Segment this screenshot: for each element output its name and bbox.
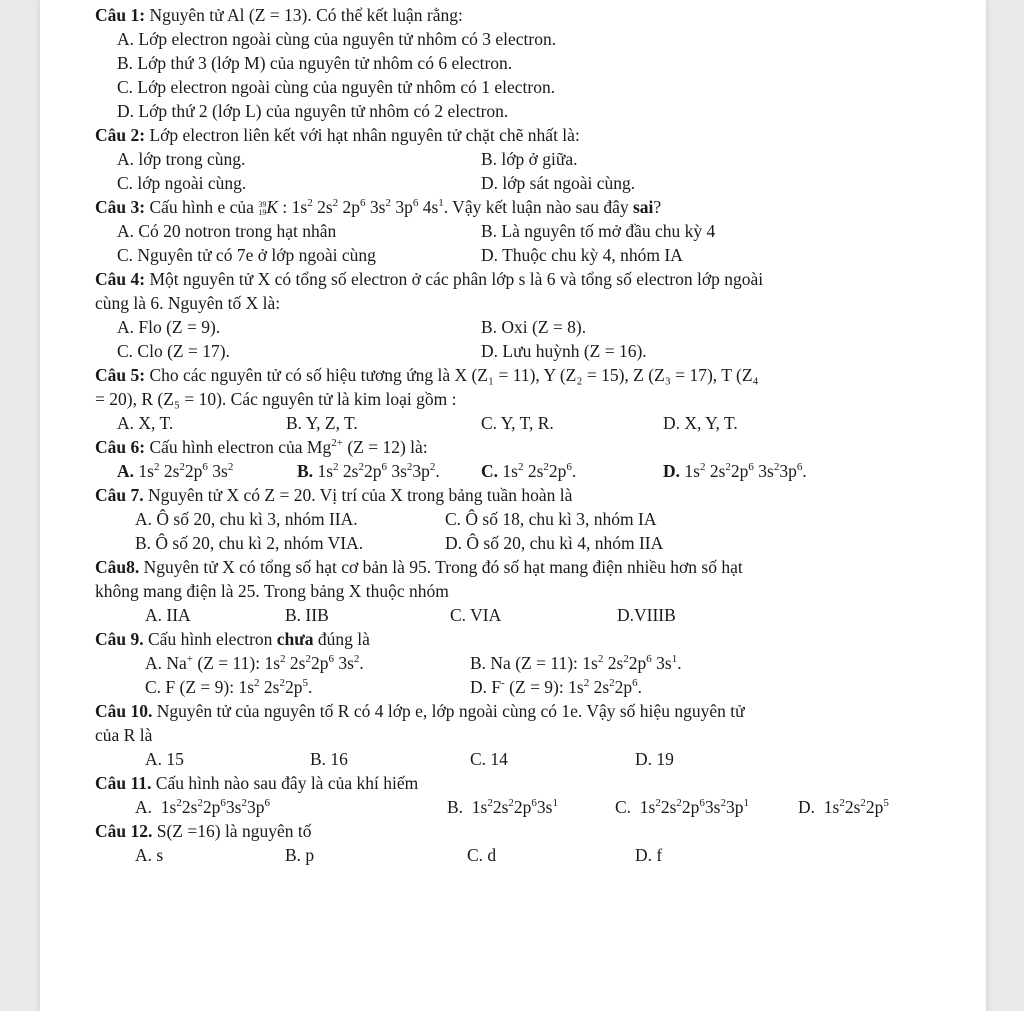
option-c: C. Nguyên tử có 7e ở lớp ngoài cùng: [117, 245, 376, 265]
option-a: A. IIA: [145, 605, 191, 625]
option-a: A. Flo (Z = 9).: [117, 317, 221, 337]
option-b: B. Là nguyên tố mở đầu chu kỳ 4: [481, 221, 716, 241]
question-stem-cont: không mang điện là 25. Trong bảng X thuộc nhóm: [95, 581, 449, 601]
question-number: Câu 11.: [95, 773, 152, 793]
option-a: A. lớp trong cùng.: [117, 149, 246, 169]
options-row: [95, 651, 975, 675]
option-a: A. Ô số 20, chu kì 3, nhóm IIA.: [135, 509, 358, 529]
question-stem-cont: = 20), R (Z₅ = 10). Các nguyên tử là kim loại gồm :: [95, 389, 457, 409]
option-a: A. Na+ (Z = 11): $1s^2$ $2s^22p^6$ $3s^2$.: [145, 653, 364, 673]
question-10: [95, 699, 975, 723]
potassium-symbol: 39 19K : $1s^2$ $2s^2$ $2p^6$ $3s^2$ $3p^6$ $4s^1$: [258, 197, 444, 217]
question-stem-cont: cùng là 6. Nguyên tố X là:: [95, 293, 281, 313]
option-d: D. Lưu huỳnh (Z = 16).: [481, 341, 647, 361]
options-row: [95, 315, 975, 339]
options-row: [95, 603, 975, 627]
question-stem-cont: của R là: [95, 725, 153, 745]
emphasis: sai: [632, 197, 654, 217]
option-d: D. X, Y, T.: [663, 413, 738, 433]
question-stem: Cấu hình electron của Mg: [149, 437, 332, 457]
question-stem: Lớp electron liên kết với hạt nhân nguyên tử chặt chẽ nhất là:: [149, 125, 580, 145]
options-row: [95, 459, 975, 483]
question-number: Câu 4:: [95, 269, 146, 289]
options-row: [95, 243, 975, 267]
options-row: [95, 747, 975, 771]
option-a: A. X, T.: [117, 413, 174, 433]
option-c: C. F (Z = 9): $1s^2$ $2s^22p^5$.: [145, 677, 313, 697]
options-row: [95, 843, 975, 867]
option-c: C. Clo (Z = 17).: [117, 341, 230, 361]
question-stem: Cấu hình e của: [149, 197, 254, 217]
options-row: [95, 219, 975, 243]
option-b: B. Oxi (Z = 8).: [481, 317, 587, 337]
options-row: [95, 171, 975, 195]
question-stem: Nguyên tử của nguyên tố R có 4 lớp e, lớp ngoài cùng có 1e. Vậy số hiệu nguyên tử: [156, 701, 745, 721]
question-3: Câu 3: Cấu hình e của 39 19K : $1s^2$ $2s^2$ $2p^6$ $3s^2$ $3p^6$ $4s^1$. Vậy kết luận nào sau đây sai?: [95, 197, 662, 217]
options-row: [95, 411, 975, 435]
question-7: [95, 483, 975, 507]
option-d: D. Ô số 20, chu kì 4, nhóm IIA: [445, 533, 664, 553]
options-row: [95, 675, 975, 699]
question-number: Câu 2:: [95, 125, 146, 145]
option-c: C. lớp ngoài cùng.: [117, 173, 247, 193]
question-number: Câu 6:: [95, 437, 146, 457]
option-a: A. 15: [145, 749, 184, 769]
option-d: D. 19: [635, 749, 674, 769]
question-number: Câu 3:: [95, 197, 146, 217]
option-d: D. f: [635, 845, 663, 865]
question-8: [95, 555, 975, 579]
options-row: [95, 507, 975, 531]
option-b: B. p: [285, 845, 315, 865]
question-stem: Một nguyên tử X có tổng số electron ở các phân lớp s là 6 và tổng số electron lớp ngoài: [149, 269, 764, 289]
option-d: D.VIIIB: [617, 605, 676, 625]
option-a: A. $1s^2$ $2s^22p^6$ $3s^2$: [117, 461, 234, 481]
emphasis: chưa: [276, 629, 314, 649]
question-12: [95, 819, 975, 843]
question-number: Câu 9.: [95, 629, 144, 649]
options-row: [95, 795, 975, 819]
question-11: [95, 771, 975, 795]
option-a: A. Lớp electron ngoài cùng của nguyên tử nhôm có 3 electron.: [117, 29, 557, 49]
option-d: D. Lớp thứ 2 (lớp L) của nguyên tử nhôm có 2 electron.: [117, 101, 509, 121]
question-stem: Nguyên tử Al (Z = 13). Có thể kết luận rằng:: [149, 5, 463, 25]
question-number: Câu 5:: [95, 365, 146, 385]
question-number: Câu 12.: [95, 821, 153, 841]
option-d: D. lớp sát ngoài cùng.: [481, 173, 636, 193]
question-stem: đúng là: [317, 629, 370, 649]
option-a: A. $1s^22s^22p^63s^23p^6$: [135, 797, 270, 817]
option-b: B. Ô số 20, chu kì 2, nhóm VIA.: [135, 533, 364, 553]
question-stem: Cấu hình electron: [148, 629, 273, 649]
question-stem: Nguyên tử X có Z = 20. Vị trí của X trong bảng tuần hoàn là: [148, 485, 573, 505]
option-a: A. Có 20 notron trong hạt nhân: [117, 221, 337, 241]
question-stem: Cho các nguyên tử có số hiệu tương ứng là X (Z₁ = 11), Y (Z₂ = 15), Z (Z₃ = 17), T (Z₄: [149, 365, 759, 385]
question-1: [95, 3, 975, 27]
option-b: B. lớp ở giữa.: [481, 149, 578, 169]
option-c: C. 14: [470, 749, 508, 769]
question-stem: . Vậy kết luận nào sau đây: [443, 197, 629, 217]
question-stem: Cấu hình nào sau đây là của khí hiếm: [155, 773, 419, 793]
option-c: C. VIA: [450, 605, 502, 625]
question-list: [95, 3, 975, 867]
option-d: D. $1s^22s^22p^5$: [798, 797, 889, 817]
question-9: [95, 627, 975, 651]
option-b: B. Lớp thứ 3 (lớp M) của nguyên tử nhôm có 6 electron.: [117, 53, 513, 73]
option-b: B. $1s^22s^22p^63s^1$: [447, 797, 558, 817]
option-c: C. Y, T, R.: [481, 413, 554, 433]
question-number: Câu 7.: [95, 485, 144, 505]
option-c: C. Lớp electron ngoài cùng của nguyên tử nhôm có 1 electron.: [117, 77, 556, 97]
option-d: D. $1s^2$ $2s^22p^6$ $3s^23p^6$.: [663, 461, 807, 481]
options-row: [95, 339, 975, 363]
question-number: Câu8.: [95, 557, 140, 577]
question-number: Câu 1:: [95, 5, 146, 25]
question-4: [95, 267, 975, 291]
option-d: D. F- (Z = 9): $1s^2$ $2s^22p^6$.: [470, 677, 642, 697]
option-d: D. Thuộc chu kỳ 4, nhóm IA: [481, 245, 683, 265]
question-stem: S(Z =16) là nguyên tố: [156, 821, 312, 841]
question-number: Câu 10.: [95, 701, 153, 721]
option-c: C. d: [467, 845, 497, 865]
option-a: A. s: [135, 845, 164, 865]
document-page: [40, 0, 986, 1011]
question-6: Câu 6: Cấu hình electron của $Mg^{2+}$ (Z = 12) là:: [95, 437, 428, 457]
option-b: B. IIB: [285, 605, 329, 625]
option-b: B. Na (Z = 11): $1s^2$ $2s^22p^6$ $3s^1$.: [470, 653, 682, 673]
option-c: C. $1s^2$ $2s^22p^6$.: [481, 461, 577, 481]
question-stem: (Z = 12) là:: [347, 437, 428, 457]
options-row: [95, 147, 975, 171]
question-stem: Nguyên tử X có tổng số hạt cơ bản là 95. Trong đó số hạt mang điện nhiều hơn số hạt: [143, 557, 743, 577]
option-b: B. Y, Z, T.: [286, 413, 358, 433]
option-b: B. $1s^2$ $2s^22p^6$ $3s^23p^2$.: [297, 461, 440, 481]
option-b: B. 16: [310, 749, 348, 769]
option-c: C. $1s^22s^22p^63s^23p^1$: [615, 797, 749, 817]
option-c: C. Ô số 18, chu kì 3, nhóm IA: [445, 509, 657, 529]
question-2: [95, 123, 975, 147]
question-5: [95, 363, 975, 387]
options-row: [95, 531, 975, 555]
